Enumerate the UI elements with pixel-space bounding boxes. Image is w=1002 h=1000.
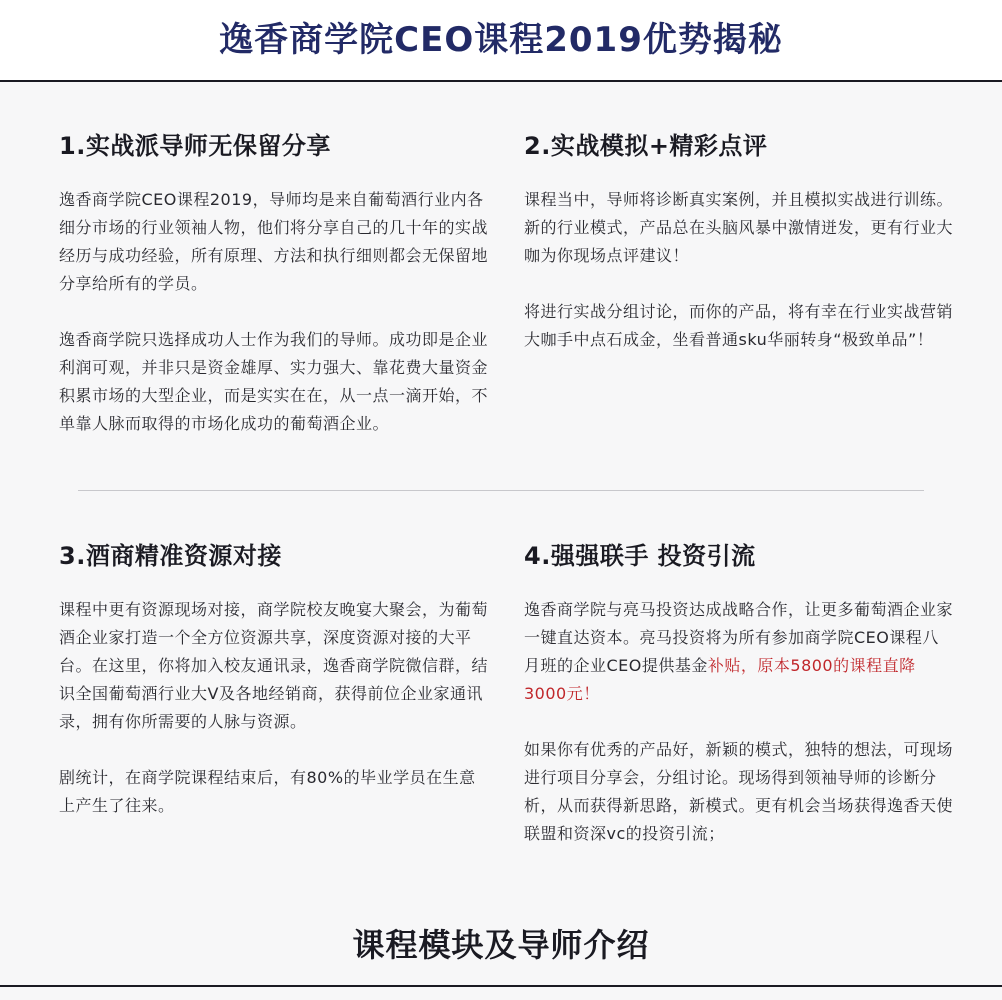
section-paragraph: 逸香商学院只选择成功人士作为我们的导师。成功即是企业利润可观，并非只是资金雄厚、实力强大、靠花费大量资金积累市场的大型企业，而是实实在在，从一点一滴开始，不单靠人脉而取得的市场化成功的葡萄酒企业。	[59, 330, 489, 433]
section-paragraph: 剧统计，在商学院课程结束后，有80%的毕业学员在生意上产生了往来。	[59, 768, 476, 815]
page-header	[0, 0, 1002, 82]
highlight-text: 补贴，原本5800的课程直降3000元！	[524, 656, 916, 703]
page-title: 逸香商学院CEO课程2019优势揭秘	[219, 20, 783, 60]
section-paragraph: 课程当中，导师将诊断真实案例，并且模拟实战进行训练。 新的行业模式，产品总在头脑风暴中激情迸发，更有行业大咖为你现场点评建议！	[524, 190, 962, 265]
section-paragraph: 课程中更有资源现场对接，商学院校友晚宴大聚会，为葡萄酒企业家打造一个全方位资源共享，深度资源对接的大平台。在这里，你将加入校友通讯录，逸香商学院微信群，结识全国葡萄酒行业大V及各地经销商，获得前位企业家通讯录，拥有你所需要的人脉与资源。	[59, 600, 489, 731]
section-title: 3.酒商精准资源对接	[59, 542, 282, 570]
section-instructors	[59, 130, 489, 438]
section-resources	[59, 540, 489, 820]
section-title: 1.实战派导师无保留分享	[59, 132, 331, 160]
section-divider	[78, 490, 924, 491]
section-paragraph: 逸香商学院CEO课程2019，导师均是来自葡萄酒行业内各细分市场的行业领袖人物，他们将分享自己的几十年的实战经历与成功经验，所有原理、方法和执行细则都会无保留地分享给所有的学员。	[59, 190, 489, 293]
footer-title: 课程模块及导师介绍	[352, 926, 650, 964]
footer-divider	[0, 985, 1002, 987]
section-investment	[524, 540, 954, 848]
section-title: 4.强强联手 投资引流	[524, 542, 756, 570]
paragraph-text: 逸香商学院与亮马投资达成战略合作，让更多葡萄酒企业家一键直达资本。亮马投资将为所有参加商学院CEO课程八月班的企业CEO提供基金	[524, 600, 954, 675]
section-paragraph	[524, 596, 954, 708]
section-paragraph: 如果你有优秀的产品好，新颖的模式，独特的想法，可现场进行项目分享会，分组讨论。现场得到领袖导师的诊断分析，从而获得新思路，新模式。更有机会当场获得逸香天使联盟和资深vc的投资引流；	[524, 740, 954, 843]
section-simulation	[524, 130, 962, 354]
section-title: 2.实战模拟+精彩点评	[524, 132, 768, 160]
section-paragraph: 将进行实战分组讨论，而你的产品，将有幸在行业实战营销大咖手中点石成金，坐看普通sku华丽转身“极致单品”！	[524, 302, 954, 349]
